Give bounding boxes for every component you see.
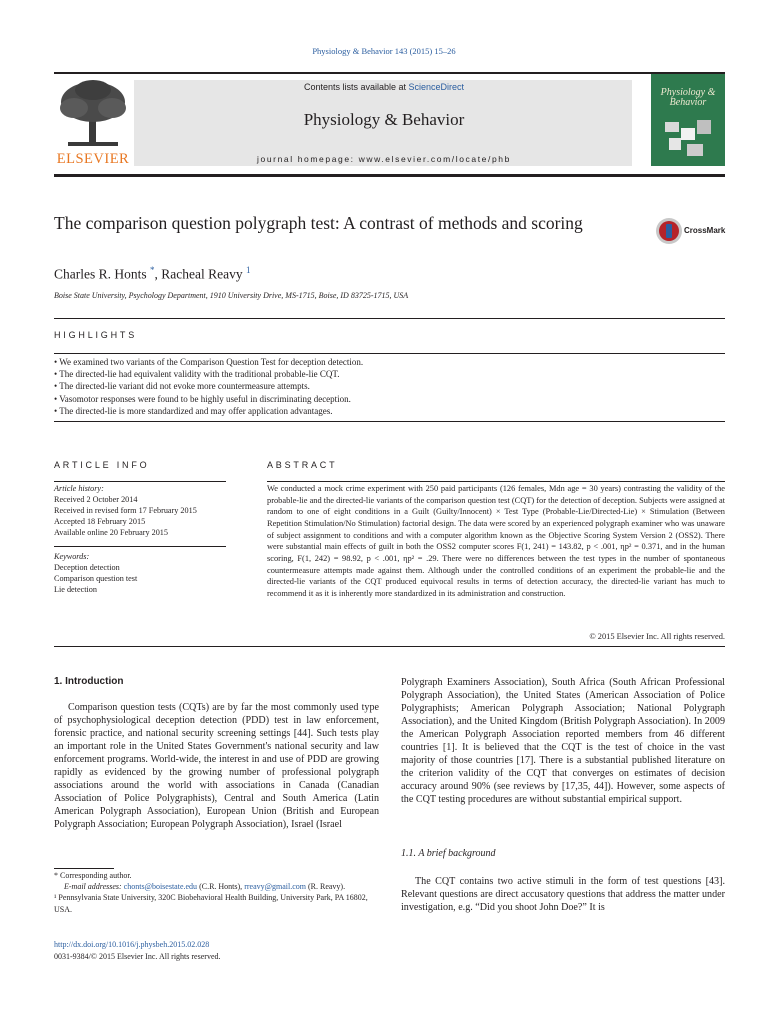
email-link-reavy[interactable]: rreavy@gmail.com [244, 882, 306, 892]
accepted-date: Accepted 18 February 2015 [54, 517, 146, 527]
present-address-note: ¹ Pennsylvania State University, 320C Biobehavioral Health Building, University Park, PA 16802, USA. [54, 893, 368, 914]
keywords-label: Keywords: [54, 552, 90, 561]
email-name-reavy: (R. Reavy). [305, 882, 346, 892]
article-history [54, 483, 229, 538]
background-paragraph [401, 875, 725, 914]
footnote-rule [54, 868, 114, 869]
highlight-item: • The directed-lie had equivalent validity with the traditional probable-lie CQT. [54, 369, 340, 380]
abstract-heading: ABSTRACT [267, 460, 338, 470]
keyword-item: Comparison question test [54, 574, 138, 584]
journal-citation[interactable]: Physiology & Behavior 143 (2015) 15–26 [312, 46, 456, 56]
author-list: Charles R. Honts *, Racheal Reavy $^1$ [54, 265, 251, 282]
highlights-heading: HIGHLIGHTS [54, 330, 138, 340]
abstract-text: We conducted a mock crime experiment with 250 paid participants (126 females, Mdn age = 30 years) contrasting the validity of the probable-lie and the directed-lie variants of the comparison question test (CQT) for the detection of deception. Subjects were assigned at random to one of eight conditions in a Guilt (Guilty/Innocent) × Test Type (Probable-Lie/Directed-Lie) × Stimulation (Between Repetition Stimulation/No Stimulation) factorial design. The data were scored by an experienced polygraph examiner who was unaware of subject assignment to conditions and with a computer algorithm known as the Objective Scoring System Version 2 (OSS2). There were substantial main effects of guilt in both the OSS2 computer scores F(1, 241) = 143.82, p < .001, ηp² = 0.371, and in the human scoring, F(1, 242) = 98.92, p < .001, ηp² = .29. There were no differences between the test types in the number of spontaneous countermeasure attempts made against them. Although under the controlled conditions of an experiment the probable-lie and the directed-lie variants of the CQT produced equivocal results in terms of detection accuracy, the directed-lie variant has much to recommend it as it is inherently more standardized in its administration and construction. [267, 484, 725, 598]
keyword-item: Deception detection [54, 563, 120, 573]
highlight-item: • The directed-lie is more standardized and may offer application advantages. [54, 405, 333, 416]
elsevier-wordmark: ELSEVIER [56, 151, 130, 167]
abstract-top-rule [267, 481, 725, 482]
article-info-rule [54, 481, 226, 482]
corresponding-author-mark[interactable]: * [150, 265, 155, 275]
intro-paragraph-1: Comparison question tests (CQTs) are by far the most commonly used type of psychophysiological deception detection (PDD) test in law enforcement, forensic practice, and national security screening settings [44]. Such tests play an important role in the United States Government's national security and law enforcement programs. World-wide, the interest in and use of PDD are growing rapidly as evidenced by the growing number of professional polygraph associations around the world with associations in Canada (Canadian Association of Police Polygraphists), Central and South America (Latin American Polygraph Association), European Union (British and European Polygraph Association; European Polygraph Association), Israel (Israel [54, 702, 379, 831]
email-note [54, 881, 384, 892]
highlights-list [54, 356, 725, 417]
introduction-heading: 1. Introduction [54, 676, 124, 687]
crossmark-label: CrossMark [684, 226, 726, 235]
online-date: Available online 20 February 2015 [54, 528, 168, 538]
highlight-item: • Vasomotor responses were found to be highly useful in discriminating deception. [54, 393, 351, 404]
abstract-bottom-rule [54, 646, 725, 647]
crossmark-icon [655, 216, 683, 246]
article-title: The comparison question polygraph test: A contrast of methods and scoring [54, 213, 583, 233]
keywords-rule [54, 546, 226, 547]
journal-cover-image[interactable] [651, 74, 725, 166]
corresponding-author-note: * Corresponding author. [54, 871, 132, 880]
doi-link[interactable]: http://dx.doi.org/10.1016/j.physbeh.2015.02.028 [54, 940, 210, 949]
revised-date: Received in revised form 17 February 2015 [54, 506, 197, 516]
cover-pattern-icon [659, 118, 717, 162]
highlights-bottom-rule [54, 421, 725, 422]
abstract-copyright: © 2015 Elsevier Inc. All rights reserved. [589, 632, 725, 641]
cover-title: Physiology & Behavior [660, 87, 716, 108]
masthead-top-rule [54, 72, 725, 74]
journal-title: Physiology & Behavior [303, 110, 465, 129]
affiliation: Boise State University, Psychology Department, 1910 University Drive, MS-1715, Boise, ID 83725-1715, USA [54, 291, 409, 300]
highlights-rule [54, 353, 725, 354]
sciencedirect-link[interactable]: ScienceDirect [408, 82, 465, 92]
received-date: Received 2 October 2014 [54, 495, 138, 505]
affiliation-footnote-mark[interactable]: 1 [245, 265, 251, 275]
introduction-paragraph [54, 701, 379, 831]
issn-line: 0031-9384/© 2015 Elsevier Inc. All rights reserved. [54, 952, 221, 961]
masthead-bottom-rule [54, 174, 725, 177]
footnotes [54, 870, 384, 915]
background-paragraph-1: The CQT contains two active stimuli in the form of test questions [43]. Relevant questions are direct accusatory questions that address the matter under investigation, e.g. “Did you shoot John Doe?” It is [401, 876, 725, 914]
author-honts: Charles R. Honts [54, 266, 147, 282]
email-label: E-mail addresses: [64, 882, 124, 892]
article-info-heading: ARTICLE INFO [54, 460, 150, 470]
author-reavy: Racheal Reavy [161, 266, 243, 282]
highlights-top-rule [54, 318, 725, 319]
journal-homepage[interactable]: journal homepage: www.elsevier.com/locate/phb [257, 154, 511, 164]
contents-prefix: Contents lists available at [303, 82, 409, 92]
email-name-honts: (C.R. Honts), [197, 882, 245, 892]
introduction-paragraph-cont [401, 676, 725, 806]
keyword-item: Lie detection [54, 585, 97, 595]
highlight-item: • The directed-lie variant did not evoke more countermeasure attempts. [54, 381, 310, 392]
intro-paragraph-1-continued: Polygraph Examiners Association), South Africa (South African Professional Polygraph Association), the United States (American Association of Police Polygraphists; American Polygraph Association; National Polygraph Association), and the United Kingdom (British Polygraph Association). In 2009 the American Polygraph Association reported members from 46 different countries [1]. It is believed that the CQT is the test of choice in the vast majority of those countries [17]. There is a substantial published literature on the criterion validity of the CQT that converges on estimates of decision accuracy around 90% (see reviews by [17,35, 44]). However, some aspects of the CQT testing procedures are without substantial empirical support. [401, 677, 725, 806]
email-link-honts[interactable]: chonts@boisestate.edu [123, 882, 198, 892]
keywords [54, 551, 229, 595]
history-label: Article history: [54, 484, 104, 493]
highlight-item: • We examined two variants of the Comparison Question Test for deception detection. [54, 357, 364, 367]
brief-background-heading: 1.1. A brief background [401, 848, 496, 859]
